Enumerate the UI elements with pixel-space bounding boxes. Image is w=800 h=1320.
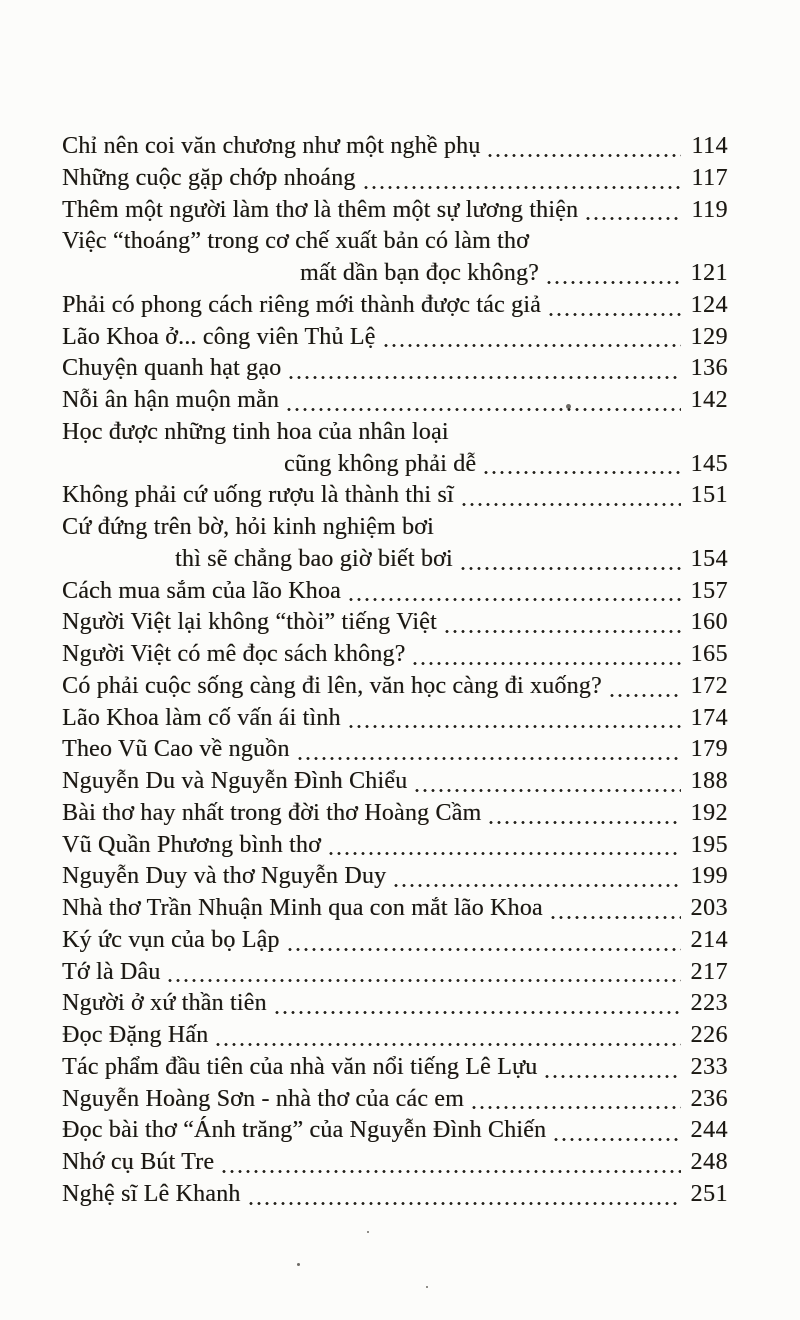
toc-entry	[62, 417, 728, 449]
toc-entry	[62, 1020, 728, 1052]
toc-entry-page-number: 251	[690, 1180, 728, 1207]
dot-leader	[460, 503, 681, 506]
dot-leader	[459, 567, 681, 570]
toc-entry	[62, 1115, 728, 1147]
toc-entry-title: Nỗi ân hận muộn mằn	[62, 387, 280, 413]
toc-entry-title: Nhớ cụ Bút Tre	[62, 1149, 215, 1175]
dot-leader	[552, 1138, 681, 1141]
toc-entry-page-number: 244	[690, 1117, 728, 1144]
toc-entry-title: Việc “thoáng” trong cơ chế xuất bản có làm thơ	[62, 228, 529, 255]
toc-entry	[62, 607, 728, 639]
toc-entry-page-number: 151	[690, 482, 728, 509]
toc-entry	[62, 1084, 728, 1116]
toc-entry	[62, 449, 728, 481]
scan-speck	[426, 1286, 428, 1288]
toc-entry-title: Vũ Quần Phương bình thơ	[62, 831, 321, 858]
toc-entry-title: Người Việt có mê đọc sách không?	[62, 641, 406, 667]
scan-speck	[566, 404, 571, 409]
toc-entry	[62, 703, 728, 735]
toc-entry-title: Nghệ sĩ Lê Khanh	[62, 1180, 241, 1207]
dot-leader	[584, 217, 681, 220]
toc-entry-page-number: 203	[690, 895, 728, 921]
toc-entry-page-number: 199	[690, 863, 728, 890]
toc-entry-page-number: 160	[690, 609, 728, 636]
dot-leader	[382, 344, 682, 347]
toc-entry-title: Người Việt lại không “thòi” tiếng Việt	[62, 609, 437, 636]
toc-entry	[62, 988, 728, 1020]
toc-entry-title: thì sẽ chẳng bao giờ biết bơi	[175, 545, 453, 572]
toc-entry	[62, 1147, 728, 1179]
toc-entry	[62, 1179, 728, 1211]
toc-entry-page-number: 192	[690, 799, 728, 826]
dot-leader	[392, 884, 681, 887]
toc-entry-page-number: 117	[691, 164, 728, 191]
toc-entry-title: Nhà thơ Trần Nhuận Minh qua con mắt lão Khoa	[62, 895, 543, 921]
toc-entry-title: Học được những tinh hoa của nhân loại	[62, 418, 449, 445]
toc-entry-title: mất dần bạn đọc không?	[300, 260, 539, 286]
toc-entry	[62, 163, 728, 195]
toc-entry-title: Đọc bài thơ “Ánh trăng” của Nguyễn Đình Chiến	[62, 1117, 547, 1144]
dot-leader	[327, 852, 681, 855]
dot-leader	[247, 1202, 682, 1205]
toc-entry	[62, 385, 728, 417]
dot-leader	[413, 789, 681, 792]
toc-entry-page-number: 142	[690, 387, 728, 413]
toc-entry-page-number: 145	[690, 450, 728, 477]
scan-speck	[367, 1231, 369, 1233]
toc-entry	[62, 353, 728, 385]
toc-entry	[62, 861, 728, 893]
toc-entry	[62, 766, 728, 798]
toc-entry-title: Chuyện quanh hạt gạo	[62, 355, 282, 382]
toc-entry	[62, 639, 728, 671]
dot-leader	[549, 916, 681, 919]
dot-leader	[214, 1043, 681, 1046]
toc-entry-title: Tác phẩm đầu tiên của nhà văn nổi tiếng Lê Lựu	[62, 1053, 538, 1080]
toc-entry-page-number: 114	[691, 133, 728, 159]
dot-leader	[287, 376, 681, 379]
toc-entry-title: Thêm một người làm thơ là thêm một sự lương thiện	[62, 196, 579, 223]
toc-entry-page-number: 188	[690, 768, 728, 794]
toc-entry-page-number: 157	[690, 577, 728, 604]
toc-entry	[62, 830, 728, 862]
toc-entry	[62, 925, 728, 957]
toc-entry-page-number: 226	[690, 1022, 728, 1048]
dot-leader	[166, 979, 681, 982]
toc-entry-page-number: 124	[690, 291, 728, 318]
dot-leader	[482, 471, 681, 474]
toc-entry	[62, 1052, 728, 1084]
toc-entry-page-number: 154	[690, 545, 728, 572]
toc-entry-title: Cách mua sắm của lão Khoa	[62, 577, 341, 604]
toc-entry-title: Nguyễn Duy và thơ Nguyễn Duy	[62, 863, 387, 890]
toc-entry-title: Bài thơ hay nhất trong đời thơ Hoàng Cầm	[62, 799, 482, 826]
toc-entry-title: Có phải cuộc sống càng đi lên, văn học càng đi xuống?	[62, 672, 602, 699]
dot-leader	[362, 186, 682, 189]
toc-entry	[62, 576, 728, 608]
toc-entry-page-number: 121	[690, 260, 728, 286]
dot-leader	[296, 757, 681, 760]
toc-entry	[62, 322, 728, 354]
toc-entry	[62, 480, 728, 512]
toc-entry-page-number: 214	[690, 926, 728, 953]
toc-entry-title: Những cuộc gặp chớp nhoáng	[62, 164, 356, 191]
dot-leader	[487, 821, 681, 824]
toc-entry-title: Lão Khoa làm cố vấn ái tình	[62, 704, 341, 731]
toc-entry-title: Nguyễn Du và Nguyễn Đình Chiểu	[62, 768, 408, 794]
toc-entry-page-number: 236	[690, 1085, 728, 1112]
toc-entry	[62, 544, 728, 576]
toc-entry	[62, 512, 728, 544]
toc-entry-page-number: 174	[690, 704, 728, 731]
toc-entry	[62, 258, 728, 290]
dot-leader	[411, 662, 681, 665]
dot-leader	[608, 694, 681, 697]
dot-leader	[547, 313, 681, 316]
dot-leader	[347, 725, 681, 728]
toc-entry-page-number: 233	[690, 1053, 728, 1080]
dot-leader	[286, 948, 681, 951]
dot-leader	[545, 281, 681, 284]
toc-entry-title: Tớ là Dâu	[62, 958, 161, 985]
scan-speck	[297, 1263, 300, 1266]
table-of-contents	[62, 131, 728, 1211]
toc-entry-title: Phải có phong cách riêng mới thành được tác giả	[62, 291, 541, 318]
toc-entry-title: Nguyễn Hoàng Sơn - nhà thơ của các em	[62, 1085, 464, 1112]
toc-entry-title: Người ở xứ thần tiên	[62, 990, 267, 1017]
dot-leader	[347, 598, 681, 601]
toc-entry-title: Không phải cứ uống rượu là thành thi sĩ	[62, 482, 454, 509]
dot-leader	[543, 1075, 681, 1078]
toc-entry-title: Chỉ nên coi văn chương như một nghề phụ	[62, 133, 481, 159]
dot-leader	[486, 154, 681, 157]
toc-entry-page-number: 172	[690, 672, 728, 699]
toc-entry-page-number: 248	[690, 1149, 728, 1175]
toc-entry-title: Lão Khoa ở... công viên Thủ Lệ	[62, 323, 376, 350]
toc-entry	[62, 195, 728, 227]
toc-entry-page-number: 195	[690, 831, 728, 858]
toc-entry-page-number: 179	[690, 736, 728, 763]
toc-entry	[62, 226, 728, 258]
toc-entry-page-number: 136	[690, 355, 728, 382]
toc-entry	[62, 893, 728, 925]
dot-leader	[285, 408, 681, 411]
toc-entry-title: Theo Vũ Cao về nguồn	[62, 736, 290, 763]
dot-leader	[220, 1170, 681, 1173]
toc-entry-title: Ký ức vụn của bọ Lập	[62, 926, 280, 953]
dot-leader	[273, 1011, 681, 1014]
toc-entry-page-number: 119	[691, 196, 728, 223]
toc-entry-page-number: 217	[690, 958, 728, 985]
toc-entry	[62, 798, 728, 830]
toc-entry-page-number: 223	[690, 990, 728, 1017]
toc-entry-title: Cứ đứng trên bờ, hỏi kinh nghiệm bơi	[62, 514, 434, 540]
toc-entry-page-number: 129	[690, 323, 728, 350]
dot-leader	[470, 1106, 681, 1109]
toc-entry	[62, 671, 728, 703]
toc-entry	[62, 131, 728, 163]
toc-entry	[62, 734, 728, 766]
toc-entry-title: Đọc Đặng Hấn	[62, 1022, 209, 1048]
toc-entry-title: cũng không phải dễ	[284, 450, 477, 477]
dot-leader	[443, 630, 681, 633]
toc-entry	[62, 290, 728, 322]
toc-entry	[62, 957, 728, 989]
toc-entry-page-number: 165	[690, 641, 728, 667]
